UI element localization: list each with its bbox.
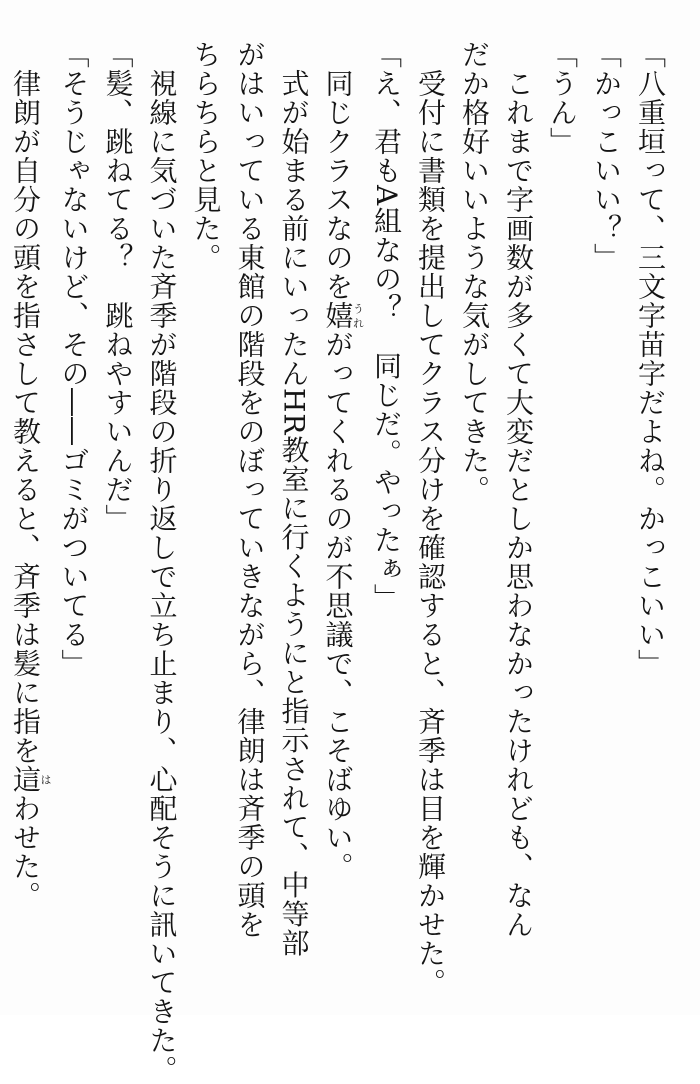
- ruby-hawa-base: 這: [9, 765, 42, 794]
- vertical-text-body: [0, 40, 672, 1084]
- text-line-10: 「髪、跳ねてる？ 跳ねやすいんだ」: [101, 40, 135, 533]
- text-line-1: 「八重垣って、三文字苗字だよね。かっこいい」: [634, 40, 667, 678]
- text-line-8: 式が始まる前にいったんHR教室に行くようにと指示されて、中等部がはいっている東館の階段をのぼっていきながら、律朗は斉季の頭をちらちらと見た。: [189, 40, 311, 958]
- text-line-9: 視線に気づいた斉季が階段の折り返しで立ち止まり、心配そうに訊いてきた。: [145, 40, 179, 1084]
- ruby-ureshi-base: 嬉: [321, 301, 355, 330]
- text-line-3: 「うん」: [546, 40, 579, 156]
- ruby-ureshi-reading: うれ: [351, 301, 365, 330]
- text-line-2: 「かっこいい？」: [590, 40, 623, 272]
- text-line-6: 「え、君もA組なの？ 同じだ。やったぁ」: [370, 40, 403, 613]
- ruby-ureshi: [321, 301, 365, 330]
- ruby-hawa: [9, 765, 52, 794]
- text-line-12: [3, 40, 52, 960]
- text-line-7-head: 同じクラスなのを: [321, 40, 355, 301]
- text-line-11: 「そうじゃないけど、その――ゴミがついてる」: [57, 40, 91, 678]
- text-line-7-tail: がってくれるのが不思議で、こそばゆい。: [321, 330, 355, 881]
- text-line-7: [316, 40, 365, 960]
- text-line-5: 受付に書類を提出してクラス分けを確認すると、斉季は目を輝かせた。: [414, 40, 447, 997]
- text-line-12-head: 律朗が自分の頭を指さして教えると、斉季は髪に指を: [9, 40, 42, 765]
- text-line-4: これまで字画数が多くて大変だとしか思わなかったけれども、なんだか格好いいような気がしてきた。: [458, 40, 535, 939]
- text-line-12-tail: わせた。: [9, 794, 42, 910]
- ruby-hawa-reading: は: [39, 765, 52, 794]
